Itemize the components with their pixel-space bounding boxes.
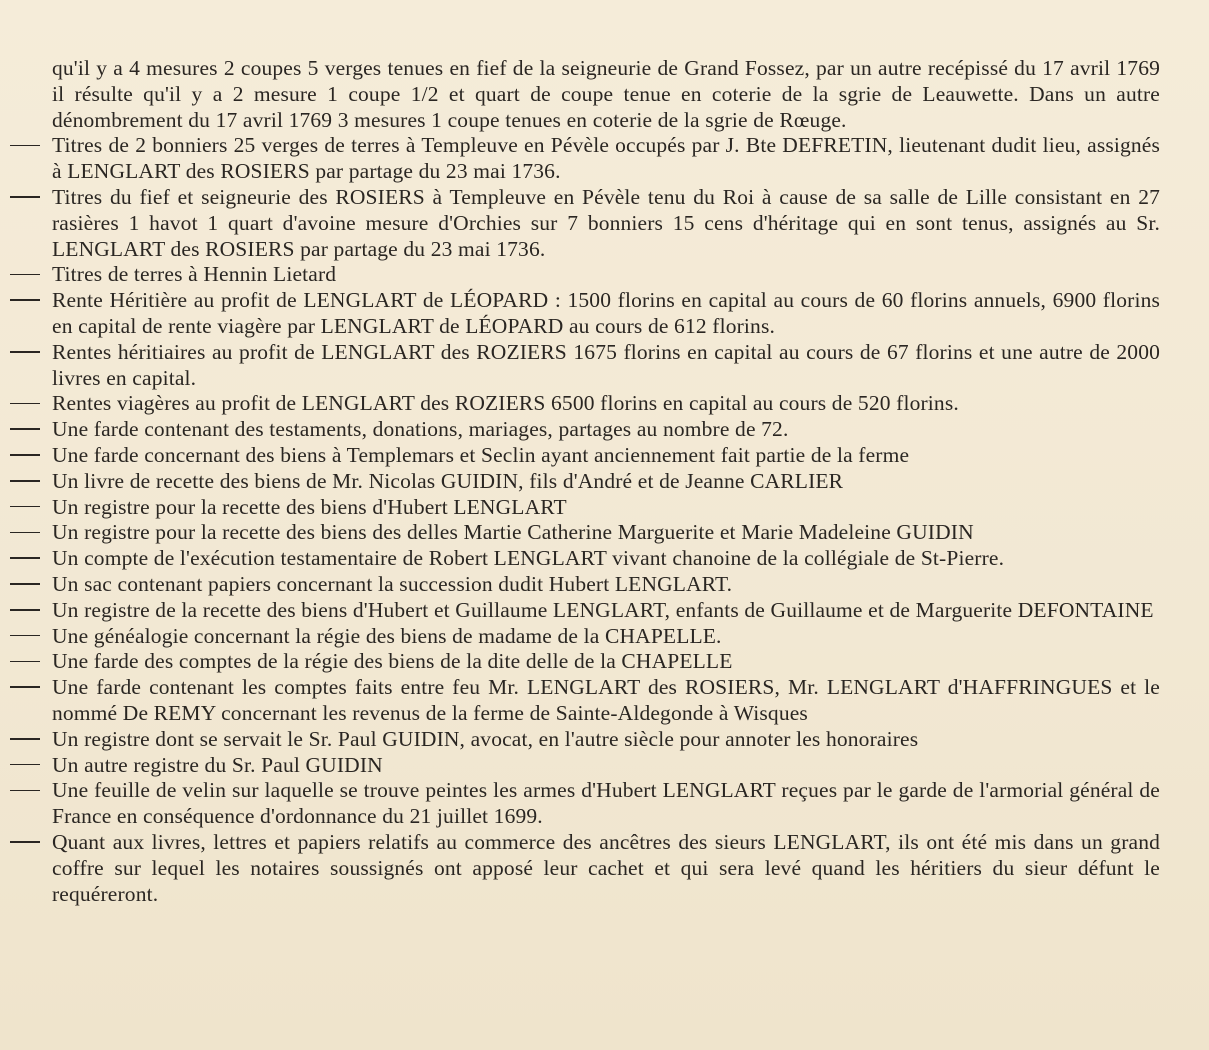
dash-bullet bbox=[10, 520, 44, 546]
dash-bullet bbox=[10, 185, 44, 211]
list-item: Un registre pour la recette des biens d'Hubert LENGLART bbox=[10, 495, 1160, 521]
dash-bullet bbox=[10, 443, 44, 469]
list-item: Un livre de recette des biens de Mr. Nicolas GUIDIN, fils d'André et de Jeanne CARLIER bbox=[10, 469, 1160, 495]
list-item: Une farde contenant les comptes faits entre feu Mr. LENGLART des ROSIERS, Mr. LENGLART d'HAFFRINGUES et le nommé De REMY concernant les revenus de la ferme de Sainte-Aldegonde à Wisques bbox=[10, 675, 1160, 727]
dash-bullet bbox=[10, 340, 44, 366]
dash-bullet bbox=[10, 469, 44, 495]
list-item: Un compte de l'exécution testamentaire de Robert LENGLART vivant chanoine de la collégiale de St-Pierre. bbox=[10, 546, 1160, 572]
dash-bullet bbox=[10, 572, 44, 598]
list-item: Rentes viagères au profit de LENGLART des ROZIERS 6500 florins en capital au cours de 520 florins. bbox=[10, 391, 1160, 417]
dash-bullet bbox=[10, 417, 44, 443]
list-item: Une feuille de velin sur laquelle se trouve peintes les armes d'Hubert LENGLART reçues par le garde de l'armorial général de France en conséquence d'ordonnance du 21 juillet 1699. bbox=[10, 778, 1160, 830]
dash-bullet bbox=[10, 727, 44, 753]
list-item: Un autre registre du Sr. Paul GUIDIN bbox=[10, 753, 1160, 779]
list-item: Quant aux livres, lettres et papiers relatifs au commerce des ancêtres des sieurs LENGLART, ils ont été mis dans un grand coffre sur lequel les notaires soussignés ont apposé leur cachet et qui sera levé quand les héritiers du sieur défunt le requéreront. bbox=[10, 830, 1160, 907]
list-item: Titres de 2 bonniers 25 verges de terres à Templeuve en Pévèle occupés par J. Bte DEFRETIN, lieutenant dudit lieu, assignés à LENGLART des ROSIERS par partage du 23 mai 1736. bbox=[10, 133, 1160, 185]
dash-bullet bbox=[10, 546, 44, 572]
list-item: Titres de terres à Hennin Lietard bbox=[10, 262, 1160, 288]
document-body bbox=[10, 56, 1160, 907]
list-item: Une farde des comptes de la régie des biens de la dite delle de la CHAPELLE bbox=[10, 649, 1160, 675]
list-item: Un sac contenant papiers concernant la succession dudit Hubert LENGLART. bbox=[10, 572, 1160, 598]
dash-bullet bbox=[10, 649, 44, 675]
dash-bullet bbox=[10, 288, 44, 314]
list-item: Une généalogie concernant la régie des biens de madame de la CHAPELLE. bbox=[10, 624, 1160, 650]
dash-bullet bbox=[10, 391, 44, 417]
dash-bullet bbox=[10, 262, 44, 288]
dash-bullet bbox=[10, 830, 44, 856]
dash-bullet bbox=[10, 624, 44, 650]
list-item: Un registre dont se servait le Sr. Paul GUIDIN, avocat, en l'autre siècle pour annoter les honoraires bbox=[10, 727, 1160, 753]
list-item: Rentes héritiaires au profit de LENGLART des ROZIERS 1675 florins en capital au cours de 67 florins et une autre de 2000 livres en capital. bbox=[10, 340, 1160, 392]
dash-bullet bbox=[10, 133, 44, 159]
dash-bullet bbox=[10, 753, 44, 779]
list-item: Un registre pour la recette des biens des delles Martie Catherine Marguerite et Marie Madeleine GUIDIN bbox=[10, 520, 1160, 546]
list-item: Titres du fief et seigneurie des ROSIERS à Templeuve en Pévèle tenu du Roi à cause de sa salle de Lille consistant en 27 rasières 1 havot 1 quart d'avoine mesure d'Orchies sur 7 bonniers 15 cens d'héritage qui en sont tenus, assignés au Sr. LENGLART des ROSIERS par partage du 23 mai 1736. bbox=[10, 185, 1160, 262]
dash-bullet bbox=[10, 778, 44, 804]
list-item: Un registre de la recette des biens d'Hubert et Guillaume LENGLART, enfants de Guillaume et de Marguerite DEFONTAINE bbox=[10, 598, 1160, 624]
dash-bullet bbox=[10, 598, 44, 624]
list-item: Rente Héritière au profit de LENGLART de LÉOPARD : 1500 florins en capital au cours de 60 florins annuels, 6900 florins en capital de rente viagère par LENGLART de LÉOPARD au cours de 612 florins. bbox=[10, 288, 1160, 340]
list-item: Une farde contenant des testaments, donations, mariages, partages au nombre de 72. bbox=[10, 417, 1160, 443]
dash-bullet bbox=[10, 675, 44, 701]
dash-bullet bbox=[10, 495, 44, 521]
opening-paragraph: qu'il y a 4 mesures 2 coupes 5 verges tenues en fief de la seigneurie de Grand Fossez, par un autre recépissé du 17 avril 1769 il résulte qu'il y a 2 mesure 1 coupe 1/2 et quart de coupe tenue en coterie de la sgrie de Leauwette. Dans un autre dénombrement du 17 avril 1769 3 mesures 1 coupe tenues en coterie de la sgrie de Rœuge. bbox=[52, 56, 1160, 132]
list-item: Une farde concernant des biens à Templemars et Seclin ayant anciennement fait partie de la ferme bbox=[10, 443, 1160, 469]
